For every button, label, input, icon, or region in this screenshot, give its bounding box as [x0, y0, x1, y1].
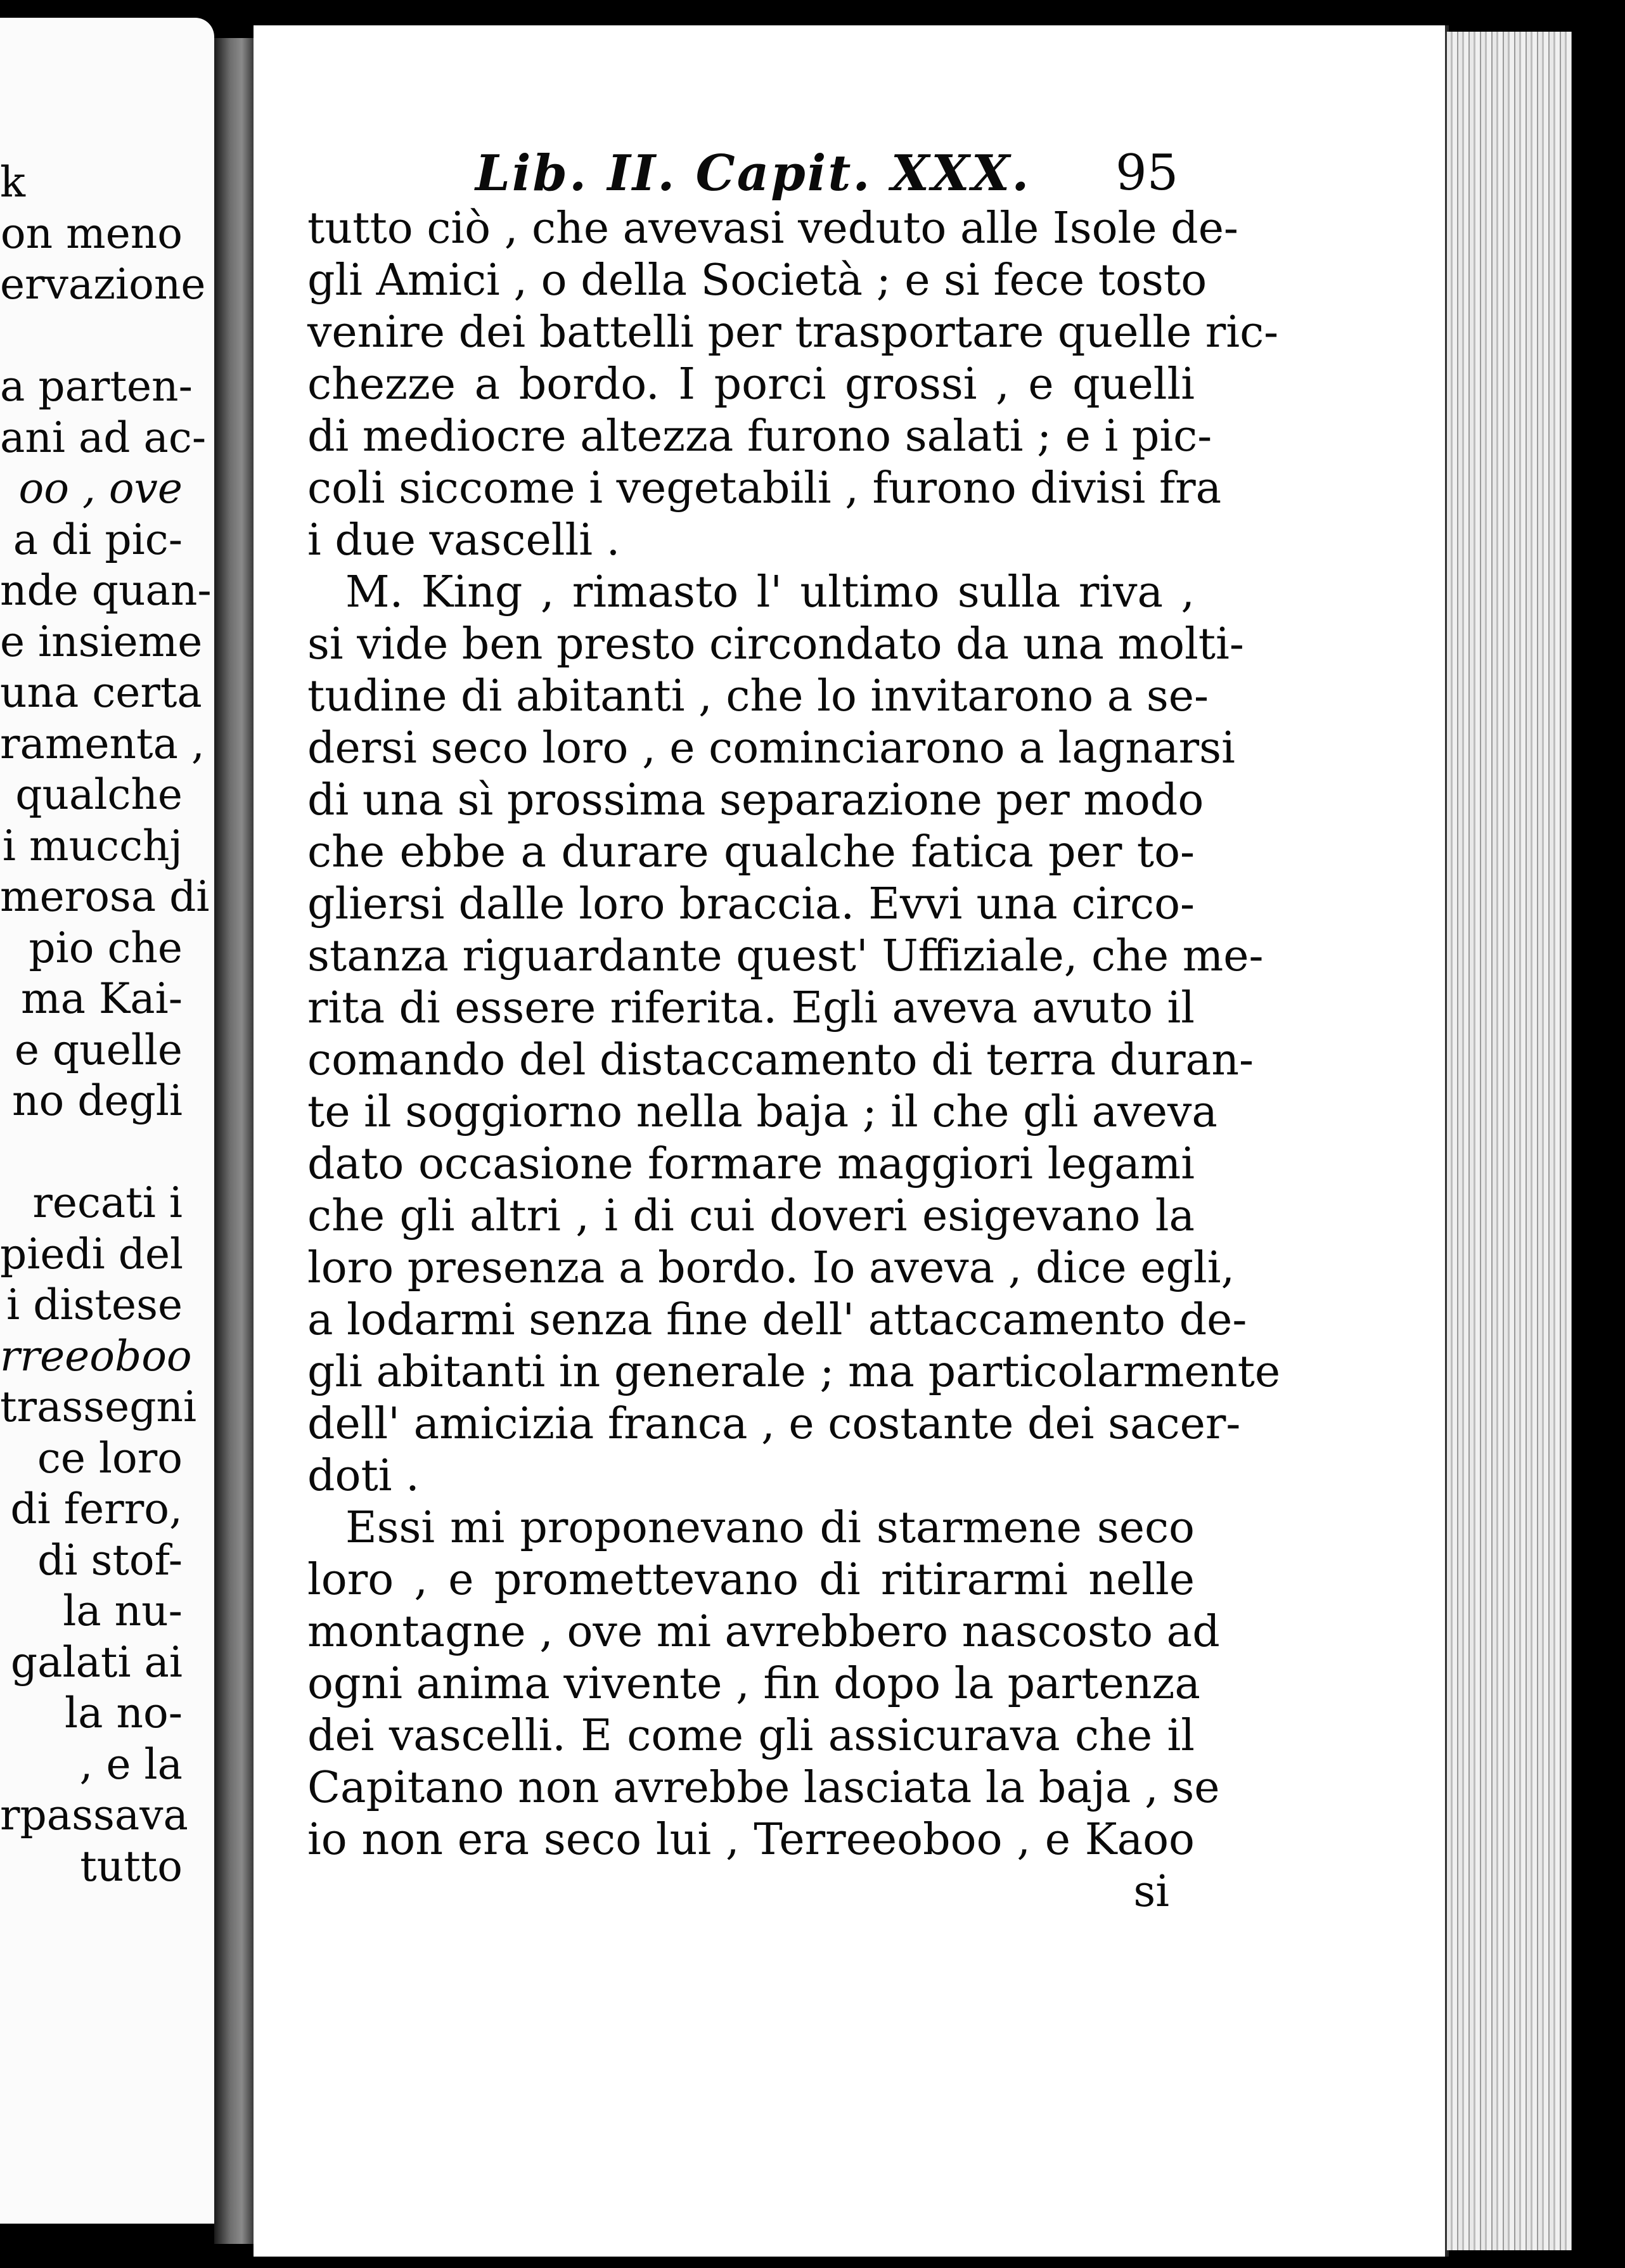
- text-line: rita di essere riferita. Egli aveva avuto il: [307, 983, 1195, 1033]
- text-line: gli abitanti in generale ; ma particolarmente: [307, 1347, 1281, 1397]
- text-line: loro presenza a bordo. Io aveva , dice egli,: [307, 1243, 1235, 1293]
- left-page: [0, 18, 214, 2224]
- left-page-line: tutto: [80, 1841, 183, 1891]
- left-page-line: merosa di: [0, 872, 210, 921]
- text-line: di mediocre altezza furono salati ; e i pic-: [307, 411, 1212, 461]
- page-header: [444, 145, 1217, 208]
- left-page-line: la no-: [65, 1689, 183, 1737]
- left-page-line: a parten-: [0, 362, 193, 411]
- left-page-line: recati i: [32, 1178, 183, 1227]
- left-page-line: rpassava: [0, 1791, 188, 1840]
- left-page-line: ramenta ,: [0, 719, 205, 768]
- left-page-line: ce loro: [37, 1433, 183, 1483]
- text-line: coli siccome i vegetabili , furono divisi fra: [307, 463, 1222, 513]
- text-line: comando del distaccamento di terra duran-: [307, 1035, 1254, 1085]
- text-line: dell' amicizia franca , e costante dei sacer-: [307, 1399, 1241, 1449]
- blank-line: [0, 1127, 214, 1178]
- text-line: gliersi dalle loro braccia. Evvi una circo-: [307, 879, 1195, 929]
- page-edges: [1445, 32, 1574, 2250]
- running-title: Lib. II. Capit. XXX.: [475, 145, 1031, 202]
- text-line: che gli altri , i di cui doveri esigevano la: [307, 1191, 1195, 1241]
- left-page-line: piedi del: [0, 1229, 184, 1279]
- left-page-line: i distese: [6, 1280, 183, 1329]
- page-number: 95: [1115, 145, 1179, 202]
- text-line: dei vascelli. E come gli assicurava che il: [307, 1711, 1195, 1761]
- left-page-line: una certa: [0, 668, 202, 717]
- left-page-line: ervazione: [0, 260, 206, 309]
- text-line: Essi mi proponevano di starmene seco: [345, 1503, 1195, 1553]
- text-line: dersi seco loro , e cominciarono a lagnarsi: [307, 723, 1235, 773]
- text-line: ogni anima vivente , fin dopo la partenza: [307, 1659, 1200, 1709]
- scan-border: [1572, 0, 1625, 2268]
- left-page-line: , e la: [79, 1739, 183, 1789]
- left-page-line: pio che: [29, 923, 183, 972]
- left-page-line: a di pic-: [13, 515, 183, 564]
- text-line: che ebbe a durare qualche fatica per to-: [307, 827, 1195, 877]
- left-page-line: i mucchj: [2, 821, 183, 870]
- text-line: venire dei battelli per trasportare quelle ric-: [307, 307, 1279, 358]
- text-line: montagne , ove mi avrebbero nascosto ad: [307, 1607, 1220, 1657]
- text-line: M. King , rimasto l' ultimo sulla riva ,: [345, 567, 1195, 617]
- text-line: si: [1133, 1867, 1169, 1917]
- left-page-line: ma Kai-: [21, 974, 183, 1023]
- left-page-line: no degli: [12, 1076, 183, 1125]
- text-line: chezze a bordo. I porci grossi , e quelli: [307, 359, 1195, 409]
- left-page-line: on meno: [0, 209, 183, 258]
- text-line: doti .: [307, 1451, 420, 1501]
- left-page-line: rreeoboo: [0, 1331, 192, 1381]
- text-line: stanza riguardante quest' Uffiziale, che me-: [307, 931, 1264, 981]
- text-line: loro , e promettevano di ritirarmi nelle: [307, 1555, 1195, 1605]
- text-line: tutto ciò , che avevasi veduto alle Isole de-: [307, 203, 1238, 254]
- left-page-line: qualche: [15, 770, 183, 819]
- left-page-line: ani ad ac-: [0, 413, 207, 462]
- text-line: si vide ben presto circondato da una molti-: [307, 619, 1244, 669]
- text-line: gli Amici , o della Società ; e si fece tosto: [307, 255, 1207, 306]
- text-line: io non era seco lui , Terreeoboo , e Kaoo: [307, 1815, 1195, 1865]
- book-gutter: [214, 38, 254, 2244]
- left-page-line: e insieme: [0, 617, 203, 666]
- text-line: Capitano non avrebbe lasciata la baja , se: [307, 1763, 1220, 1813]
- left-page-line: la nu-: [63, 1587, 183, 1635]
- text-line: dato occasione formare maggiori legami: [307, 1139, 1195, 1189]
- left-page-line: oo , ove: [18, 464, 183, 513]
- left-page-line: galati ai: [10, 1637, 183, 1687]
- text-line: i due vascelli .: [307, 515, 620, 565]
- left-page-line: e quelle: [14, 1025, 183, 1074]
- text-line: te il soggiorno nella baja ; il che gli aveva: [307, 1087, 1217, 1137]
- left-page-text: [0, 157, 214, 1892]
- left-page-line: di ferro,: [10, 1485, 183, 1533]
- text-line: tudine di abitanti , che lo invitarono a se-: [307, 671, 1209, 721]
- text-line: a lodarmi senza fine dell' attaccamento de-: [307, 1295, 1247, 1345]
- body-text: [307, 203, 1281, 1918]
- left-page-line: di stof-: [37, 1535, 183, 1585]
- left-page-line: k: [0, 158, 25, 207]
- text-line: di una sì prossima separazione per modo: [307, 775, 1204, 825]
- left-page-line: trassegni: [0, 1382, 197, 1431]
- blank-line: [0, 311, 214, 362]
- left-page-line: nde quan-: [0, 566, 212, 615]
